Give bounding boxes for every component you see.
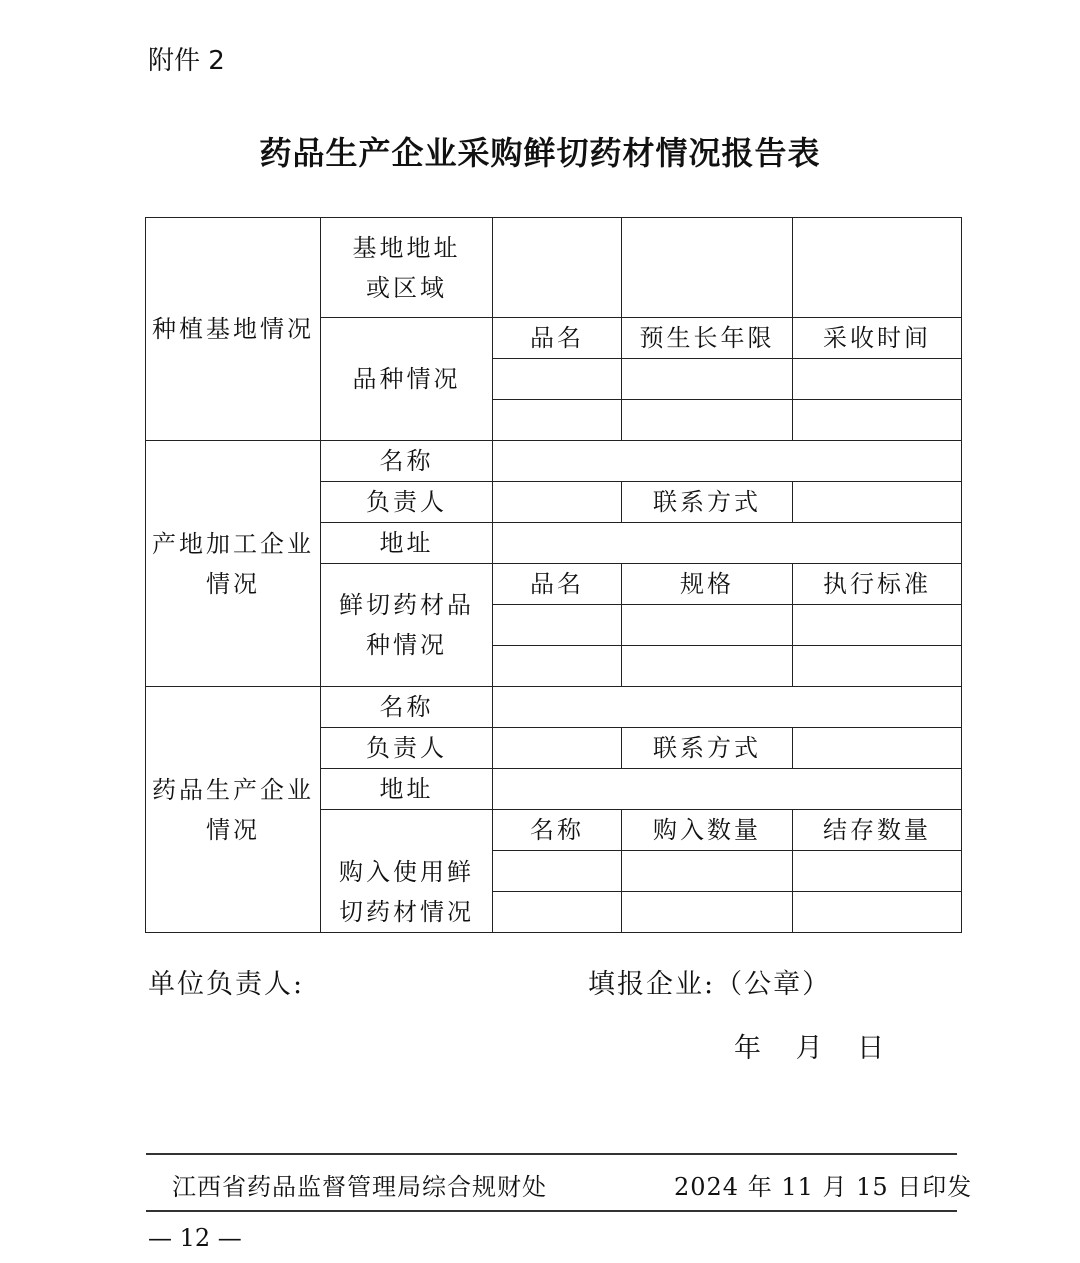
input-cell[interactable] [493,359,622,400]
base-address-cell-3[interactable] [793,218,962,318]
input-cell[interactable] [622,892,793,933]
input-cell[interactable] [793,851,962,892]
input-cell[interactable] [493,400,622,441]
base-address-cell-2[interactable] [622,218,793,318]
origin-contact-label: 联系方式 [622,482,793,523]
input-cell[interactable] [793,359,962,400]
input-cell[interactable] [622,646,793,687]
input-cell[interactable] [493,892,622,933]
input-cell[interactable] [493,605,622,646]
producer-address-value[interactable] [493,769,962,810]
producer-name-label: 名称 [321,687,493,728]
attachment-label: 附件 2 [148,46,225,76]
origin-person-value[interactable] [493,482,622,523]
column-header: 规格 [622,564,793,605]
origin-address-value[interactable] [493,523,962,564]
producer-usage-label: 购入使用鲜 切药材情况 [321,810,493,933]
input-cell[interactable] [793,892,962,933]
issue-date: 2024 年 11 月 15 日印发 [674,1173,973,1201]
column-header: 品名 [493,564,622,605]
issuing-org: 江西省药品监督管理局综合规财处 [172,1173,547,1201]
input-cell[interactable] [622,400,793,441]
unit-head-label: 单位负责人: [148,969,305,1000]
producer-name-value[interactable] [493,687,962,728]
producer-section-label: 药品生产企业 情况 [146,687,321,933]
input-cell[interactable] [493,851,622,892]
origin-name-label: 名称 [321,441,493,482]
origin-address-label: 地址 [321,523,493,564]
column-header: 执行标准 [793,564,962,605]
origin-section-label: 产地加工企业 情况 [146,441,321,687]
planting-section-label: 种植基地情况 [146,218,321,441]
producer-address-label: 地址 [321,769,493,810]
column-header: 结存数量 [793,810,962,851]
producer-person-value[interactable] [493,728,622,769]
column-header: 预生长年限 [622,318,793,359]
origin-variety-label: 鲜切药材品 种情况 [321,564,493,687]
report-form-table [145,217,962,933]
planting-variety-label: 品种情况 [321,318,493,441]
input-cell[interactable] [793,605,962,646]
input-cell[interactable] [622,605,793,646]
producer-person-label: 负责人 [321,728,493,769]
input-cell[interactable] [793,400,962,441]
input-cell[interactable] [493,646,622,687]
filler-label: 填报企业:（公章） [588,969,832,1000]
base-address-cell-1[interactable] [493,218,622,318]
column-header: 品名 [493,318,622,359]
origin-name-value[interactable] [493,441,962,482]
column-header: 购入数量 [622,810,793,851]
footer-top-rule [146,1153,957,1155]
page-number: — 12 — [148,1224,242,1252]
input-cell[interactable] [622,851,793,892]
input-cell[interactable] [622,359,793,400]
origin-contact-value[interactable] [793,482,962,523]
producer-contact-value[interactable] [793,728,962,769]
date-line: 年 月 日 [734,1033,885,1064]
footer-bottom-rule [146,1210,957,1212]
column-header: 名称 [493,810,622,851]
input-cell[interactable] [793,646,962,687]
origin-person-label: 负责人 [321,482,493,523]
base-address-label: 基地地址 或区域 [321,218,493,318]
page-title: 药品生产企业采购鲜切药材情况报告表 [259,134,821,172]
column-header: 采收时间 [793,318,962,359]
producer-contact-label: 联系方式 [622,728,793,769]
